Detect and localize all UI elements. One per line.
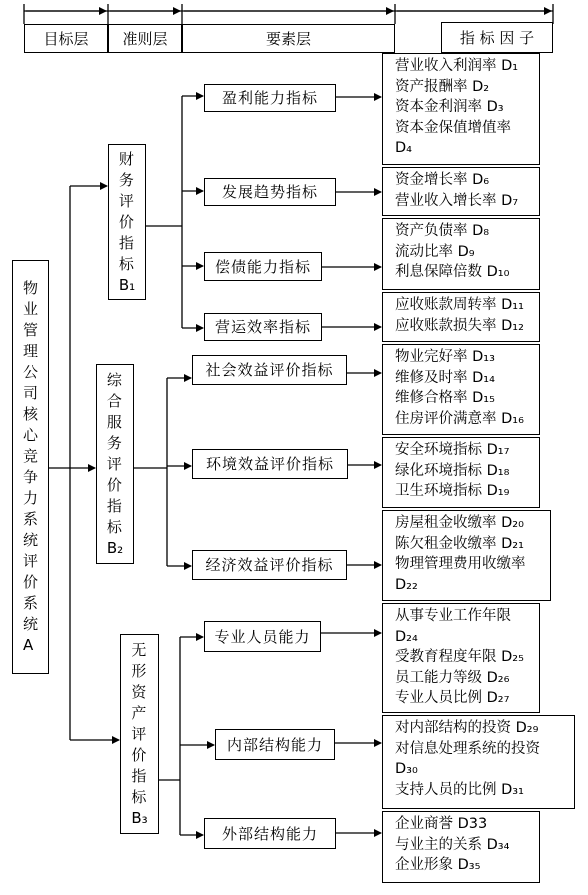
factor-line: 企业形象 D₃₅ <box>395 857 481 873</box>
element-economic-benefit <box>192 550 347 580</box>
criterion-char: 综 <box>106 370 122 389</box>
header-criterion-layer <box>108 24 182 53</box>
criterion-char: 价 <box>118 212 134 231</box>
criterion-char: 标 <box>118 254 134 273</box>
criterion-b1-box <box>108 144 146 300</box>
criterion-char: 务 <box>118 170 134 189</box>
criterion-char: 财 <box>118 149 134 168</box>
goal-text <box>23 278 38 656</box>
goal-char: 管 <box>22 321 38 339</box>
goal-char: 核 <box>22 405 38 423</box>
factor-line: 物理管理费用收缴率 <box>395 556 526 572</box>
factor-line: 物业完好率 D₁₃ <box>395 349 495 365</box>
criterion-char: 评 <box>118 191 134 210</box>
goal-box <box>12 260 49 674</box>
element-label: 经济效益评价指标 <box>205 556 334 574</box>
criterion-b2-box <box>96 364 134 564</box>
factor-line: 卫生环境指标 D₁₉ <box>395 483 510 499</box>
factor-line: D₄ <box>395 140 412 156</box>
factor-line: 应收账款周转率 D₁₁ <box>395 297 524 313</box>
factor-line: 住房评价满意率 D₁₆ <box>395 410 524 427</box>
factor-box-economic-benefit <box>382 510 551 601</box>
factor-box-environmental-benefit <box>382 437 540 508</box>
factor-line: 对内部结构的投资 D₂₉ <box>395 720 539 736</box>
goal-char: 统 <box>22 531 38 549</box>
criterion-char: 指 <box>118 233 134 252</box>
factor-line: D₃₀ <box>395 761 418 777</box>
goal-char: 物 <box>22 279 38 297</box>
goal-char: 竞 <box>22 447 38 465</box>
goal-char: 业 <box>22 300 38 318</box>
factor-line: 维修合格率 D₁₅ <box>395 390 495 406</box>
criterion-char: B₂ <box>106 538 124 557</box>
factor-line: 专业人员比例 D₂₇ <box>395 690 510 706</box>
factor-box-solvency <box>382 218 540 290</box>
element-operating-efficiency <box>204 313 322 341</box>
factor-line: 受教育程度年限 D₂₅ <box>395 649 524 665</box>
header-element-label: 要素层 <box>265 29 311 48</box>
factor-box-operating-efficiency <box>382 292 540 342</box>
criterion-char: 价 <box>106 475 122 494</box>
element-label: 盈利能力指标 <box>221 89 318 107</box>
factor-line: 与业主的关系 D₃₄ <box>395 836 510 853</box>
factor-box-professional-staff <box>382 603 540 713</box>
goal-char: 心 <box>22 426 38 444</box>
factor-line: 资产负债率 D₈ <box>395 223 490 239</box>
header-element-layer <box>182 24 395 53</box>
factor-line: 资本金利润率 D₃ <box>395 99 504 115</box>
factor-line: 企业商誉 D33 <box>395 816 488 832</box>
factor-line: 陈欠租金收缴率 D₂₁ <box>395 535 524 552</box>
element-label: 营运效率指标 <box>214 318 311 336</box>
criterion-char: 服 <box>106 412 122 431</box>
factor-box-social-benefit <box>382 344 540 435</box>
header-target-label: 目标层 <box>43 29 89 48</box>
factor-line: 营业收入利润率 D₁ <box>395 58 519 74</box>
element-environmental-benefit <box>192 449 348 479</box>
factor-line: 绿化环境指标 D₁₈ <box>395 462 510 479</box>
goal-char: 司 <box>22 384 38 402</box>
criterion-char: B₃ <box>131 808 148 827</box>
criterion-char: 资 <box>131 682 147 701</box>
goal-char: 理 <box>22 342 38 360</box>
factor-line: D₂₂ <box>395 576 418 593</box>
goal-char: 价 <box>22 573 38 591</box>
factor-line: 利息保障倍数 D₁₀ <box>395 264 510 280</box>
criterion-char: 评 <box>106 454 122 473</box>
factor-line: 资金增长率 D₆ <box>395 172 490 188</box>
element-external-structure <box>204 818 336 849</box>
factor-line: 应收账款损失率 D₁₂ <box>395 317 524 334</box>
factor-line: 从事专业工作年限 <box>395 608 511 624</box>
header-factor-label: 指 标 因 子 <box>459 28 535 47</box>
factor-line: 流动比率 D₉ <box>395 243 475 260</box>
criterion-char: B₁ <box>118 275 136 294</box>
factor-line: 资本金保值增值率 <box>395 119 511 136</box>
element-social-benefit <box>192 355 347 385</box>
factor-line: 维修及时率 D₁₄ <box>395 369 495 386</box>
element-label: 偿债能力指标 <box>214 257 311 276</box>
criterion-char: 产 <box>131 703 147 722</box>
factor-box-profitability <box>382 53 540 165</box>
goal-char: 争 <box>22 468 38 486</box>
element-solvency <box>204 252 322 281</box>
factor-line: 支持人员的比例 D₃₁ <box>395 781 524 798</box>
factor-line: D₂₄ <box>395 628 418 645</box>
element-label: 环境效益评价指标 <box>205 455 334 473</box>
criterion-char: 标 <box>106 517 122 536</box>
factor-line: 对信息处理系统的投资 <box>395 740 540 757</box>
criterion-char: 价 <box>131 745 147 764</box>
criterion-char: 指 <box>131 766 147 785</box>
criterion-char: 标 <box>131 787 147 806</box>
factor-box-internal-structure <box>382 715 575 809</box>
element-professional-staff <box>204 621 321 652</box>
goal-char: A <box>22 636 34 654</box>
element-label: 外部结构能力 <box>221 824 318 843</box>
criterion-b3-box <box>120 634 159 834</box>
criterion-char: 形 <box>131 661 147 680</box>
goal-char: 公 <box>22 363 38 381</box>
element-growth-trend <box>204 178 336 206</box>
criterion-char: 务 <box>106 433 122 452</box>
factor-line: 安全环境指标 D₁₇ <box>395 442 510 458</box>
header-criterion-label: 准则层 <box>122 29 168 48</box>
header-factor-layer <box>441 22 553 53</box>
goal-char: 系 <box>22 510 38 528</box>
element-internal-structure <box>215 729 335 760</box>
criterion-char: 合 <box>106 391 122 410</box>
criterion-b1-text <box>119 149 135 296</box>
header-target-layer <box>24 24 108 53</box>
element-label: 内部结构能力 <box>226 735 323 754</box>
element-profitability <box>204 84 336 112</box>
criterion-char: 评 <box>131 724 147 743</box>
goal-char: 统 <box>22 615 38 633</box>
factor-box-external-structure <box>382 811 540 883</box>
element-label: 专业人员能力 <box>214 627 311 646</box>
factor-line: 员工能力等级 D₂₆ <box>395 669 510 686</box>
goal-char: 评 <box>22 552 38 570</box>
goal-char: 力 <box>22 489 38 507</box>
element-label: 社会效益评价指标 <box>205 361 334 379</box>
factor-line: 营业收入增长率 D₇ <box>395 192 519 209</box>
element-label: 发展趋势指标 <box>221 183 318 201</box>
factor-line: 房屋租金收缴率 D₂₀ <box>395 515 524 531</box>
criterion-b3-text <box>131 640 147 829</box>
factor-box-growth-trend <box>382 167 540 216</box>
criterion-char: 指 <box>106 496 122 515</box>
criterion-b2-text <box>107 370 123 559</box>
factor-line: 资产报酬率 D₂ <box>395 78 490 95</box>
criterion-char: 无 <box>131 640 147 659</box>
goal-char: 系 <box>22 594 38 612</box>
